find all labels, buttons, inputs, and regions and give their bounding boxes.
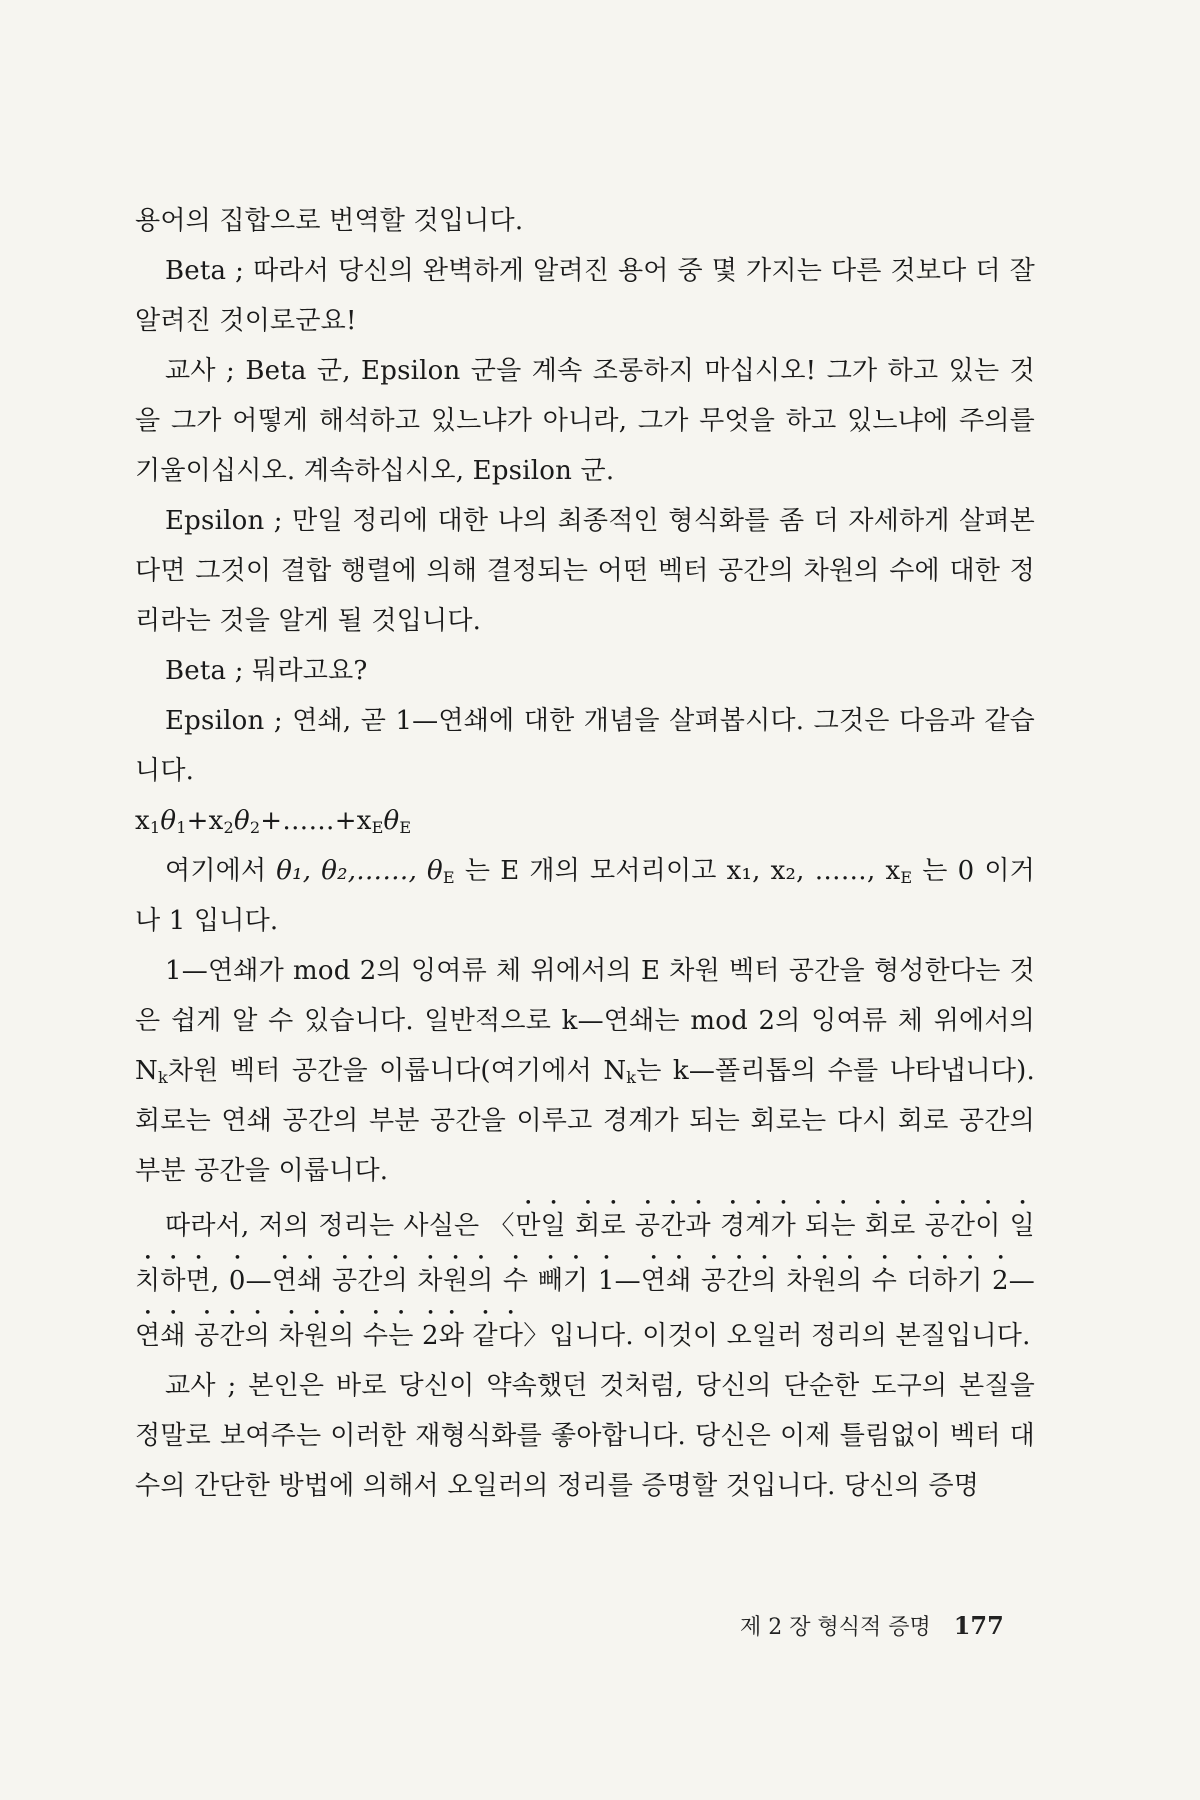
paragraph-5: Beta ; 뭐라고요? [165,656,368,686]
paragraph-2: Beta ; 따라서 당신의 완벽하게 알려진 용어 중 몇 가지는 다른 것보다 더 잘 알려진 것이로군요! [135,256,1035,336]
paragraph-10: 따라서, 저의 정리는 사실은 〈만일 회로 공간과 경계가 되는 회로 공간이 일치하면, 0—연쇄 공간의 차원의 수 빼기 1—연쇄 공간의 차원의 수 더하기 2—연쇄 공간의 차원의 수는 2와 같다〉입니다. 이것이 오일러 정리의 본질입니다. [135,1211,1035,1351]
chain-formula: $x_1\theta_1+x_2\theta_2+\dots\dots+x_E\theta_E$ [135,806,412,838]
running-footer [740,1610,1004,1641]
paragraph-9: 1—연쇄가 mod 2의 잉여류 체 위에서의 E 차원 벡터 공간을 형성한다는 것은 쉽게 알 수 있습니다. 일반적으로 k—연쇄는 mod 2의 잉여류 체 위에서의 $N_k$차원 벡터 공간을 이룹니다(여기에서 $N_k$는 k—폴리톱의 수를 나타냅니다). 회로는 연쇄 공간의 부분 공간을 이루고 경계가 되는 회로는 다시 회로 공간의 부분 공간을 이룹니다. [135,956,1035,1186]
paragraph-1: 용어의 집합으로 번역할 것입니다. [135,206,524,236]
page-number: 177 [953,1611,1004,1640]
paragraph-11: 교사 ; 본인은 바로 당신이 약속했던 것처럼, 당신의 단순한 도구의 본질을 정말로 보여주는 이러한 재형식화를 좋아합니다. 당신은 이제 틀림없이 벡터 대수의 간단한 방법에 의해서 오일러의 정리를 증명할 것입니다. 당신의 증명 [135,1371,1035,1501]
paragraph-6: Epsilon ; 연쇄, 곧 1—연쇄에 대한 개념을 살펴봅시다. 그것은 다음과 같습니다. [135,706,1035,786]
paragraph-4: Epsilon ; 만일 정리에 대한 나의 최종적인 형식화를 좀 더 자세하게 살펴본다면 그것이 결합 행렬에 의해 결정되는 어떤 벡터 공간의 차원의 수에 대한 정리라는 것을 알게 될 것입니다. [135,506,1035,636]
page-body [135,196,1035,1511]
paragraph-3: 교사 ; Beta 군, Epsilon 군을 계속 조롱하지 마십시오! 그가 하고 있는 것을 그가 어떻게 해석하고 있느냐가 아니라, 그가 무엇을 하고 있느냐에 주의를 기울이십시오. 계속하십시오, Epsilon 군. [135,356,1035,486]
emphasized-theorem: 만일 회로 공간과 경계가 되는 회로 공간이 일치하면, 0—연쇄 공간의 차원의 수 빼기 1—연쇄 공간의 차원의 수 더하기 2—연쇄 공간의 차원의 수는 2와 같다 [135,1211,1035,1351]
chapter-title: 제 2 장 형식적 증명 [740,1615,931,1640]
paragraph-8: 여기에서 θ₁, θ₂,……, $\theta_E$ 는 E 개의 모서리이고 x₁, x₂, ……, $x_E$ 는 0 이거나 1 입니다. [135,856,1036,936]
